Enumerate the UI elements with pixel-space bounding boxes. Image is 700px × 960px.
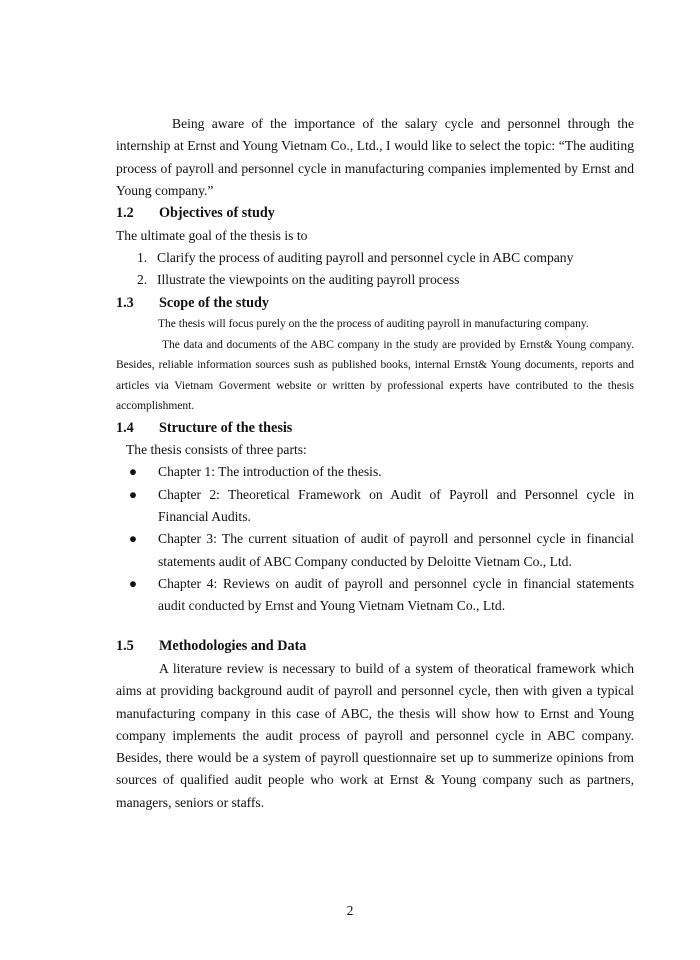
section-title: Structure of the thesis [159, 419, 293, 436]
list-item-text: Chapter 4: Reviews on audit of payroll and personnel cycle in financial statements audit conducted by Ernst and Young Vietnam Vietnam Co., Ltd. [158, 575, 634, 614]
list-item [116, 247, 634, 269]
section-title: Objectives of study [159, 205, 275, 222]
intro-paragraph: Being aware of the importance of the salary cycle and personnel through the internship at Ernst and Young Vietnam Co., Ltd., I would like to select the topic: “The auditing process of payroll and personnel cycle in manufacturing companies implemented by Ernst and Young company.” [116, 116, 634, 198]
list-item [116, 269, 634, 291]
methodologies-paragraph: A literature review is necessary to build of a system of theoratical framework which aims at providing background audit of payroll and personnel cycle, then with given a typical manufacturing company in this case of ABC, the thesis will show how to Ernst and Young company implements the audit process of payroll and personnel cycle in ABC company. Besides, there would be a system of payroll questionnaire set up to summerize opinions from sources of qualified audit people who work at Ernst & Young company such as partners, managers, seniors or staffs. [116, 660, 634, 810]
bullet-icon: ● [128, 531, 138, 547]
section-title: Scope of the study [159, 294, 269, 311]
bullet-icon: ● [128, 575, 138, 591]
bullet-icon: ● [128, 464, 138, 480]
list-item-text: Illustrate the viewpoints on the auditing payroll process [157, 272, 460, 288]
list-item-text: Clarify the process of auditing payroll and personnel cycle in ABC company [157, 249, 574, 265]
list-item [116, 528, 634, 573]
section-title: Methodologies and Data [159, 638, 307, 655]
list-marker: 1. [137, 249, 148, 265]
section-number: 1.5 [116, 638, 134, 655]
list-item-text: Chapter 2: Theoretical Framework on Audit of Payroll and Personnel cycle in Financial Audits. [158, 486, 634, 524]
section-1-4-heading [116, 417, 634, 440]
section-1-2-heading [116, 202, 634, 225]
structure-lead: The thesis consists of three parts: [126, 442, 307, 458]
list-item [116, 484, 634, 529]
chapters-list [116, 461, 634, 617]
list-item-text: Chapter 1: The introduction of the thesis. [158, 464, 382, 480]
document-page [116, 113, 634, 814]
page-number: 2 [346, 903, 354, 918]
section-number: 1.4 [116, 419, 134, 436]
bullet-icon: ● [128, 486, 138, 502]
objectives-list [116, 247, 634, 292]
section-number: 1.2 [116, 205, 134, 222]
list-item [116, 461, 634, 483]
list-marker: 2. [137, 272, 148, 288]
list-item-text: Chapter 3: The current situation of audit of payroll and personnel cycle in financial statements audit of ABC Company conducted by Deloitte Vietnam Co., Ltd. [158, 531, 634, 569]
scope-paragraph-1: The thesis will focus purely on the the process of auditing payroll in manufacturing company. [158, 318, 589, 331]
scope-paragraph-2: The data and documents of the ABC company in the study are provided by Ernst& Young company. Besides, reliable information sources sush as published books, internal Ernst& Young documents, reports and articles via Vietnam Goverment website or written by professional experts have contributed to the thesis accomplishment. [116, 338, 634, 413]
section-number: 1.3 [116, 294, 134, 311]
objectives-lead: The ultimate goal of the thesis is to [116, 227, 308, 243]
section-1-5-heading [116, 635, 634, 658]
spacer [116, 617, 634, 635]
section-1-3-heading [116, 292, 634, 315]
list-item [116, 573, 634, 618]
